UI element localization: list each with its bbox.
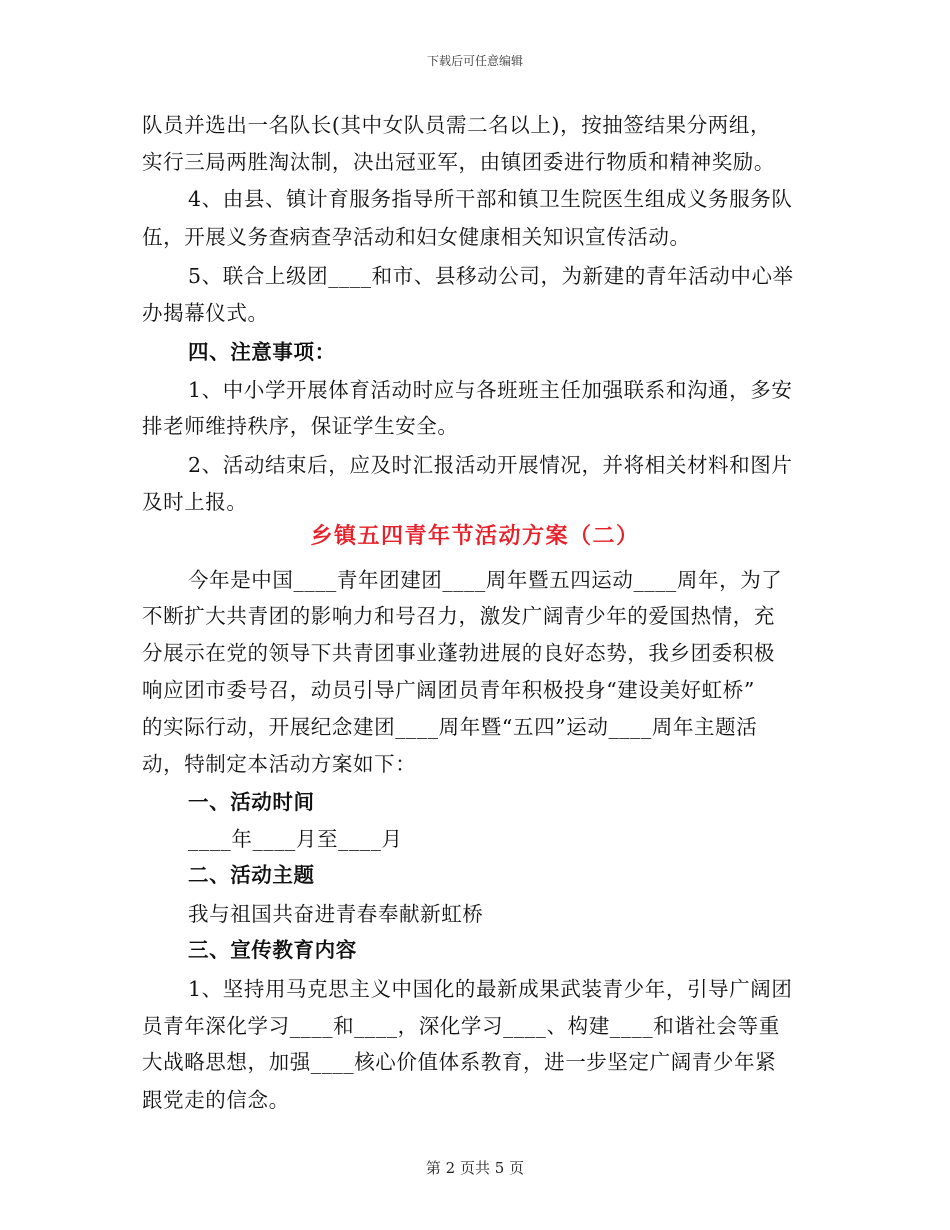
body-line: 1、坚持用马克思主义中国化的最新成果武装青少年，引导广阔团 <box>188 977 793 1001</box>
section-heading: 三、宣传教育内容 <box>188 938 357 962</box>
section-heading: 一、活动时间 <box>188 790 315 814</box>
body-line: 队员并选出一名队长(其中女队员需二名以上)，按抽签结果分两组， <box>142 113 772 137</box>
document-title: 乡镇五四青年节活动方案（二） <box>310 523 640 549</box>
section-heading: 四、注意事项： <box>188 340 336 364</box>
body-line: 5、联合上级团____和市、县移动公司，为新建的青年活动中心举 <box>188 264 794 288</box>
page-header: 下载后可任意编辑 <box>426 54 523 68</box>
body-line: 动，特制定本活动方案如下： <box>142 752 417 776</box>
body-line: 2、活动结束后，应及时汇报活动开展情况，并将相关材料和图片 <box>188 453 793 477</box>
body-line: 实行三局两胜淘汰制，决出冠亚军，由镇团委进行物质和精神奖励。 <box>142 150 775 174</box>
body-line: 排老师维持秩序，保证学生安全。 <box>142 414 459 438</box>
body-line: 跟党走的信念。 <box>142 1088 290 1112</box>
body-line: 我与祖国共奋进青春奉献新虹桥 <box>188 902 484 926</box>
body-line: 及时上报。 <box>142 490 248 514</box>
body-line: 4、由县、镇计育服务指导所干部和镇卫生院医生组成义务服务队 <box>188 187 793 211</box>
body-line: ____年____月至____月 <box>188 827 403 851</box>
body-line: 不断扩大共青团的影响力和号召力，激发广阔青少年的爱国热情，充 <box>142 604 775 628</box>
body-line: 伍，开展义务查病查孕活动和妇女健康相关知识宣传活动。 <box>142 225 691 249</box>
body-line: 员青年深化学习____和____，深化学习____、构建____和谐社会等重 <box>142 1014 780 1038</box>
body-line: 今年是中国____青年团建团____周年暨五四运动____周年，为了 <box>188 568 783 592</box>
body-line: 1、中小学开展体育活动时应与各班班主任加强联系和沟通，多安 <box>188 378 793 402</box>
body-line: 的实际行动，开展纪念建团____周年暨“五四”运动____周年主题活 <box>142 715 758 739</box>
body-line: 响应团市委号召，动员引导广阔团员青年积极投身“建设美好虹桥” <box>142 678 755 702</box>
body-line: 大战略思想，加强____核心价值体系教育，进一步坚定广阔青少年紧 <box>142 1050 777 1074</box>
section-heading: 二、活动主题 <box>188 863 315 887</box>
body-line: 分展示在党的领导下共青团事业蓬勃进展的良好态势，我乡团委积极 <box>142 641 775 665</box>
body-line: 办揭幕仪式。 <box>142 301 269 325</box>
page-footer: 第 2 页共 5 页 <box>425 1159 525 1177</box>
